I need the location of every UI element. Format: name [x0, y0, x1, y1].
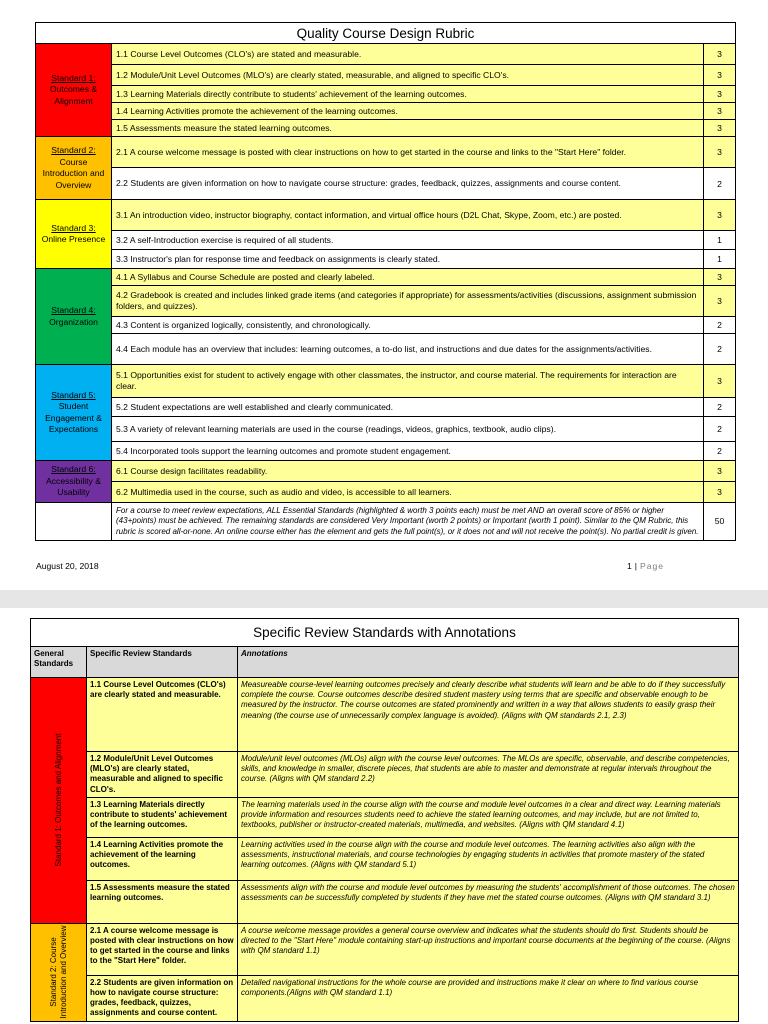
standard-item-text: 3.2 A self-Introduction exercise is required of all students.	[112, 231, 704, 250]
rubric-row	[36, 103, 736, 120]
review-row	[31, 975, 739, 1021]
rubric-row	[36, 334, 736, 365]
standard-description: Course Introduction and Overview	[42, 156, 105, 190]
review-row	[31, 880, 739, 923]
rubric-row	[36, 398, 736, 417]
standard-item-text: 1.3 Learning Materials directly contribute to students' achievement of the learning outcomes.	[112, 86, 704, 103]
standard-name: Standard 4:	[51, 305, 96, 315]
standard-item-points: 3	[704, 365, 736, 398]
standard-item-points: 2	[704, 442, 736, 461]
annotation-text: Learning activities used in the course align with the course and module level outcomes. The learning activities also align with the assessments, instructional materials, and course technologies by engaging students in activities that promote mastery of the stated learning outcomes. (Aligns with QM standard 5.1)	[238, 837, 739, 880]
standard-item-points: 3	[704, 482, 736, 503]
general-standard-label: Standard 2: Course Introduction and Overview	[48, 925, 68, 1019]
standard-item-points: 3	[704, 103, 736, 120]
standard-item-points: 2	[704, 168, 736, 200]
rubric-table	[35, 22, 736, 541]
rubric-row	[36, 461, 736, 482]
standard-item-points: 2	[704, 334, 736, 365]
specific-review-standard: 1.4 Learning Activities promote the achievement of the learning outcomes.	[87, 837, 238, 880]
standard-item-points: 1	[704, 250, 736, 269]
rubric-row	[36, 168, 736, 200]
standard-item-points: 3	[704, 86, 736, 103]
specific-review-standard: 1.1 Course Level Outcomes (CLO's) are clearly stated and measurable.	[87, 678, 238, 752]
page-separator: |	[634, 561, 638, 571]
standard-label-cell	[36, 365, 112, 461]
standard-item-points: 3	[704, 269, 736, 286]
standard-item-text: 6.1 Course design facilitates readability.	[112, 461, 704, 482]
rubric-row	[36, 137, 736, 168]
page-number: 1	[627, 561, 632, 571]
standard-item-text: 5.3 A variety of relevant learning materials are used in the course (readings, videos, graphics, textbook, audio clips).	[112, 417, 704, 442]
annotation-text: Detailed navigational instructions for the whole course are provided and instructions make it clear on where to find various course components.(Aligns with QM standard 1.1)	[238, 975, 739, 1021]
standard-item-points: 3	[704, 65, 736, 86]
note-blank-cell	[36, 503, 112, 541]
rubric-row	[36, 44, 736, 65]
standard-item-text: 4.2 Gradebook is created and includes linked grade items (and categories if appropriate) for assessments/activities (discussions, assignment submission folders, and quizzes).	[112, 286, 704, 317]
rubric-title: Quality Course Design Rubric	[36, 23, 736, 44]
header-annotations: Annotations	[238, 647, 739, 678]
standard-item-text: 4.1 A Syllabus and Course Schedule are posted and clearly labeled.	[112, 269, 704, 286]
rubric-row	[36, 442, 736, 461]
annotation-text: A course welcome message provides a general course overview and indicates what the students should do first. Students should be directed to the "Start Here" module containing start-up instructions and important course documents at the beginning of the course. (Aligns with QM standard 1.1)	[238, 923, 739, 975]
annotation-text: Measureable course-level learning outcomes precisely and clearly describe what students will learn and be able to do if they successfully complete the course. Course outcomes describe desired student mastery using terms that are specific and observable enough to be measured by the instructor. The course outcomes are stated prominently and written in a way that allows students to easily grasp their meaning (the course use of unnecessarily complex language is avoided). (Aligns with QM standards 2.1, 2.3)	[238, 678, 739, 752]
standard-label-cell	[36, 200, 112, 269]
standard-label-cell	[36, 269, 112, 365]
standard-item-text: 1.2 Module/Unit Level Outcomes (MLO's) are clearly stated, measurable, and aligned to specific CLO's.	[112, 65, 704, 86]
standard-description: Outcomes & Alignment	[49, 84, 98, 106]
rubric-row	[36, 269, 736, 286]
review-row	[31, 752, 739, 798]
rubric-row	[36, 120, 736, 137]
footer-date: August 20, 2018	[36, 561, 99, 571]
standard-label-cell	[36, 137, 112, 200]
standard-item-text: 4.3 Content is organized logically, consistently, and chronologically.	[112, 317, 704, 334]
specific-review-standard: 1.3 Learning Materials directly contribute to students' achievement of the learning outcomes.	[87, 797, 238, 837]
review-row	[31, 678, 739, 752]
standard-label-cell	[36, 44, 112, 137]
specific-review-standard: 1.5 Assessments measure the stated learning outcomes.	[87, 880, 238, 923]
standard-item-text: 4.4 Each module has an overview that includes: learning outcomes, a to-do list, and instructions and due dates for the assignments/activities.	[112, 334, 704, 365]
standard-item-points: 3	[704, 286, 736, 317]
rubric-row	[36, 417, 736, 442]
standard-item-text: 2.1 A course welcome message is posted with clear instructions on how to get started in the course and links to the "Start Here" folder.	[112, 137, 704, 168]
rubric-row	[36, 65, 736, 86]
rubric-row	[36, 231, 736, 250]
standard-label-cell	[36, 461, 112, 503]
standard-item-points: 2	[704, 398, 736, 417]
standard-description: Accessibility & Usability	[46, 475, 101, 498]
standard-item-points: 1	[704, 231, 736, 250]
review-table	[30, 618, 739, 1022]
standard-item-text: 5.1 Opportunities exist for student to actively engage with other classmates, the instructor, and course material. The requirements for interaction are clear.	[112, 365, 704, 398]
standard-item-points: 2	[704, 317, 736, 334]
review-row	[31, 923, 739, 975]
standard-name: Standard 5:	[51, 389, 96, 400]
rubric-row	[36, 86, 736, 103]
standard-description: Organization	[49, 316, 98, 327]
rubric-note: For a course to meet review expectations, ALL Essential Standards (highlighted & worth 3 points each) must be met AND an overall score of 85% or higher (43+points) must be achieved. The remaining standards are considered Very Important (worth 2 points) or Important (worth 1 point). Similar to the QM Rubric, this rubric is scored all-or-none. An online course either has the element and gets the full point(s), or it does not and will not receive the point(s). No partial credit is given.	[112, 503, 704, 541]
review-row	[31, 797, 739, 837]
rubric-row	[36, 482, 736, 503]
standard-item-text: 3.3 Instructor's plan for response time and feedback on assignments is clearly stated.	[112, 250, 704, 269]
standard-item-text: 5.2 Student expectations are well established and clearly communicated.	[112, 398, 704, 417]
standard-item-points: 2	[704, 417, 736, 442]
standard-description: Student Engagement & Expectations	[45, 401, 102, 434]
annotations-page	[0, 608, 768, 1024]
standard-item-points: 3	[704, 120, 736, 137]
general-standard-cell	[31, 923, 87, 1021]
review-row	[31, 837, 739, 880]
standard-description: Online Presence	[41, 234, 106, 244]
page-gap	[0, 590, 768, 608]
annotation-text: Assessments align with the course and module level outcomes by measuring the students' accomplishment of those outcomes. The chosen assessments can be successfully completed by students if they have met the stated course outcomes. (Aligns with QM standard 3.1)	[238, 880, 739, 923]
annotation-text: The learning materials used in the course align with the course and module level outcomes in a clear and direct way. Learning materials provide information and resources students need to achieve the stated learning outcomes, and may include, but are not limited to, textbooks, publisher or instructor-created materials, multimedia, and websites. (Aligns with QM standard 4.1)	[238, 797, 739, 837]
standard-name: Standard 1:	[51, 72, 96, 83]
header-specific: Specific Review Standards	[87, 647, 238, 678]
general-standard-label: Standard 1: Outcomes and Alignment	[53, 733, 63, 867]
rubric-row	[36, 200, 736, 231]
standard-item-points: 3	[704, 461, 736, 482]
standard-item-text: 3.1 An introduction video, instructor biography, contact information, and virtual office hours (D2L Chat, Skype, Zoom, etc.) are posted.	[112, 200, 704, 231]
rubric-note-row	[36, 503, 736, 541]
standard-item-points: 3	[704, 200, 736, 231]
rubric-total-points: 50	[704, 503, 736, 541]
rubric-row	[36, 317, 736, 334]
rubric-row	[36, 250, 736, 269]
review-title: Specific Review Standards with Annotations	[31, 619, 739, 647]
standard-name: Standard 3:	[51, 222, 96, 233]
standard-item-points: 3	[704, 44, 736, 65]
page-word: Page	[640, 561, 665, 571]
header-general: General Standards	[31, 647, 87, 678]
specific-review-standard: 2.2 Students are given information on how to navigate course structure: grades, feedback, quizzes, assignments and course content.	[87, 975, 238, 1021]
standard-item-text: 1.1 Course Level Outcomes (CLO's) are stated and measurable.	[112, 44, 704, 65]
general-standard-cell	[31, 678, 87, 924]
standard-item-text: 1.4 Learning Activities promote the achievement of the learning outcomes.	[112, 103, 704, 120]
standard-item-text: 1.5 Assessments measure the stated learning outcomes.	[112, 120, 704, 137]
specific-review-standard: 1.2 Module/Unit Level Outcomes (MLO's) are clearly stated, measurable and aligned to specific CLO's.	[87, 752, 238, 798]
standard-name: Standard 6:	[51, 464, 96, 475]
annotation-text: Module/unit level outcomes (MLOs) align with the course level outcomes. The MLOs are specific, observable, and describe competencies, skills, and knowledge in smaller, discrete pieces, that students are able to master and demonstrate at regular intervals throughout the course. (Aligns with QM standard 2.2)	[238, 752, 739, 798]
standard-name: Standard 2:	[51, 145, 96, 155]
rubric-row	[36, 286, 736, 317]
rubric-row	[36, 365, 736, 398]
standard-item-text: 2.2 Students are given information on how to navigate course structure: grades, feedback, quizzes, assignments and course content.	[112, 168, 704, 200]
standard-item-text: 5.4 Incorporated tools support the learning outcomes and promote student engagement.	[112, 442, 704, 461]
standard-item-text: 6.2 Multimedia used in the course, such as audio and video, is accessible to all learners.	[112, 482, 704, 503]
footer-page	[627, 561, 664, 571]
specific-review-standard: 2.1 A course welcome message is posted with clear instructions on how to get started in the course and links to the "Start Here" folder.	[87, 923, 238, 975]
standard-item-points: 3	[704, 137, 736, 168]
